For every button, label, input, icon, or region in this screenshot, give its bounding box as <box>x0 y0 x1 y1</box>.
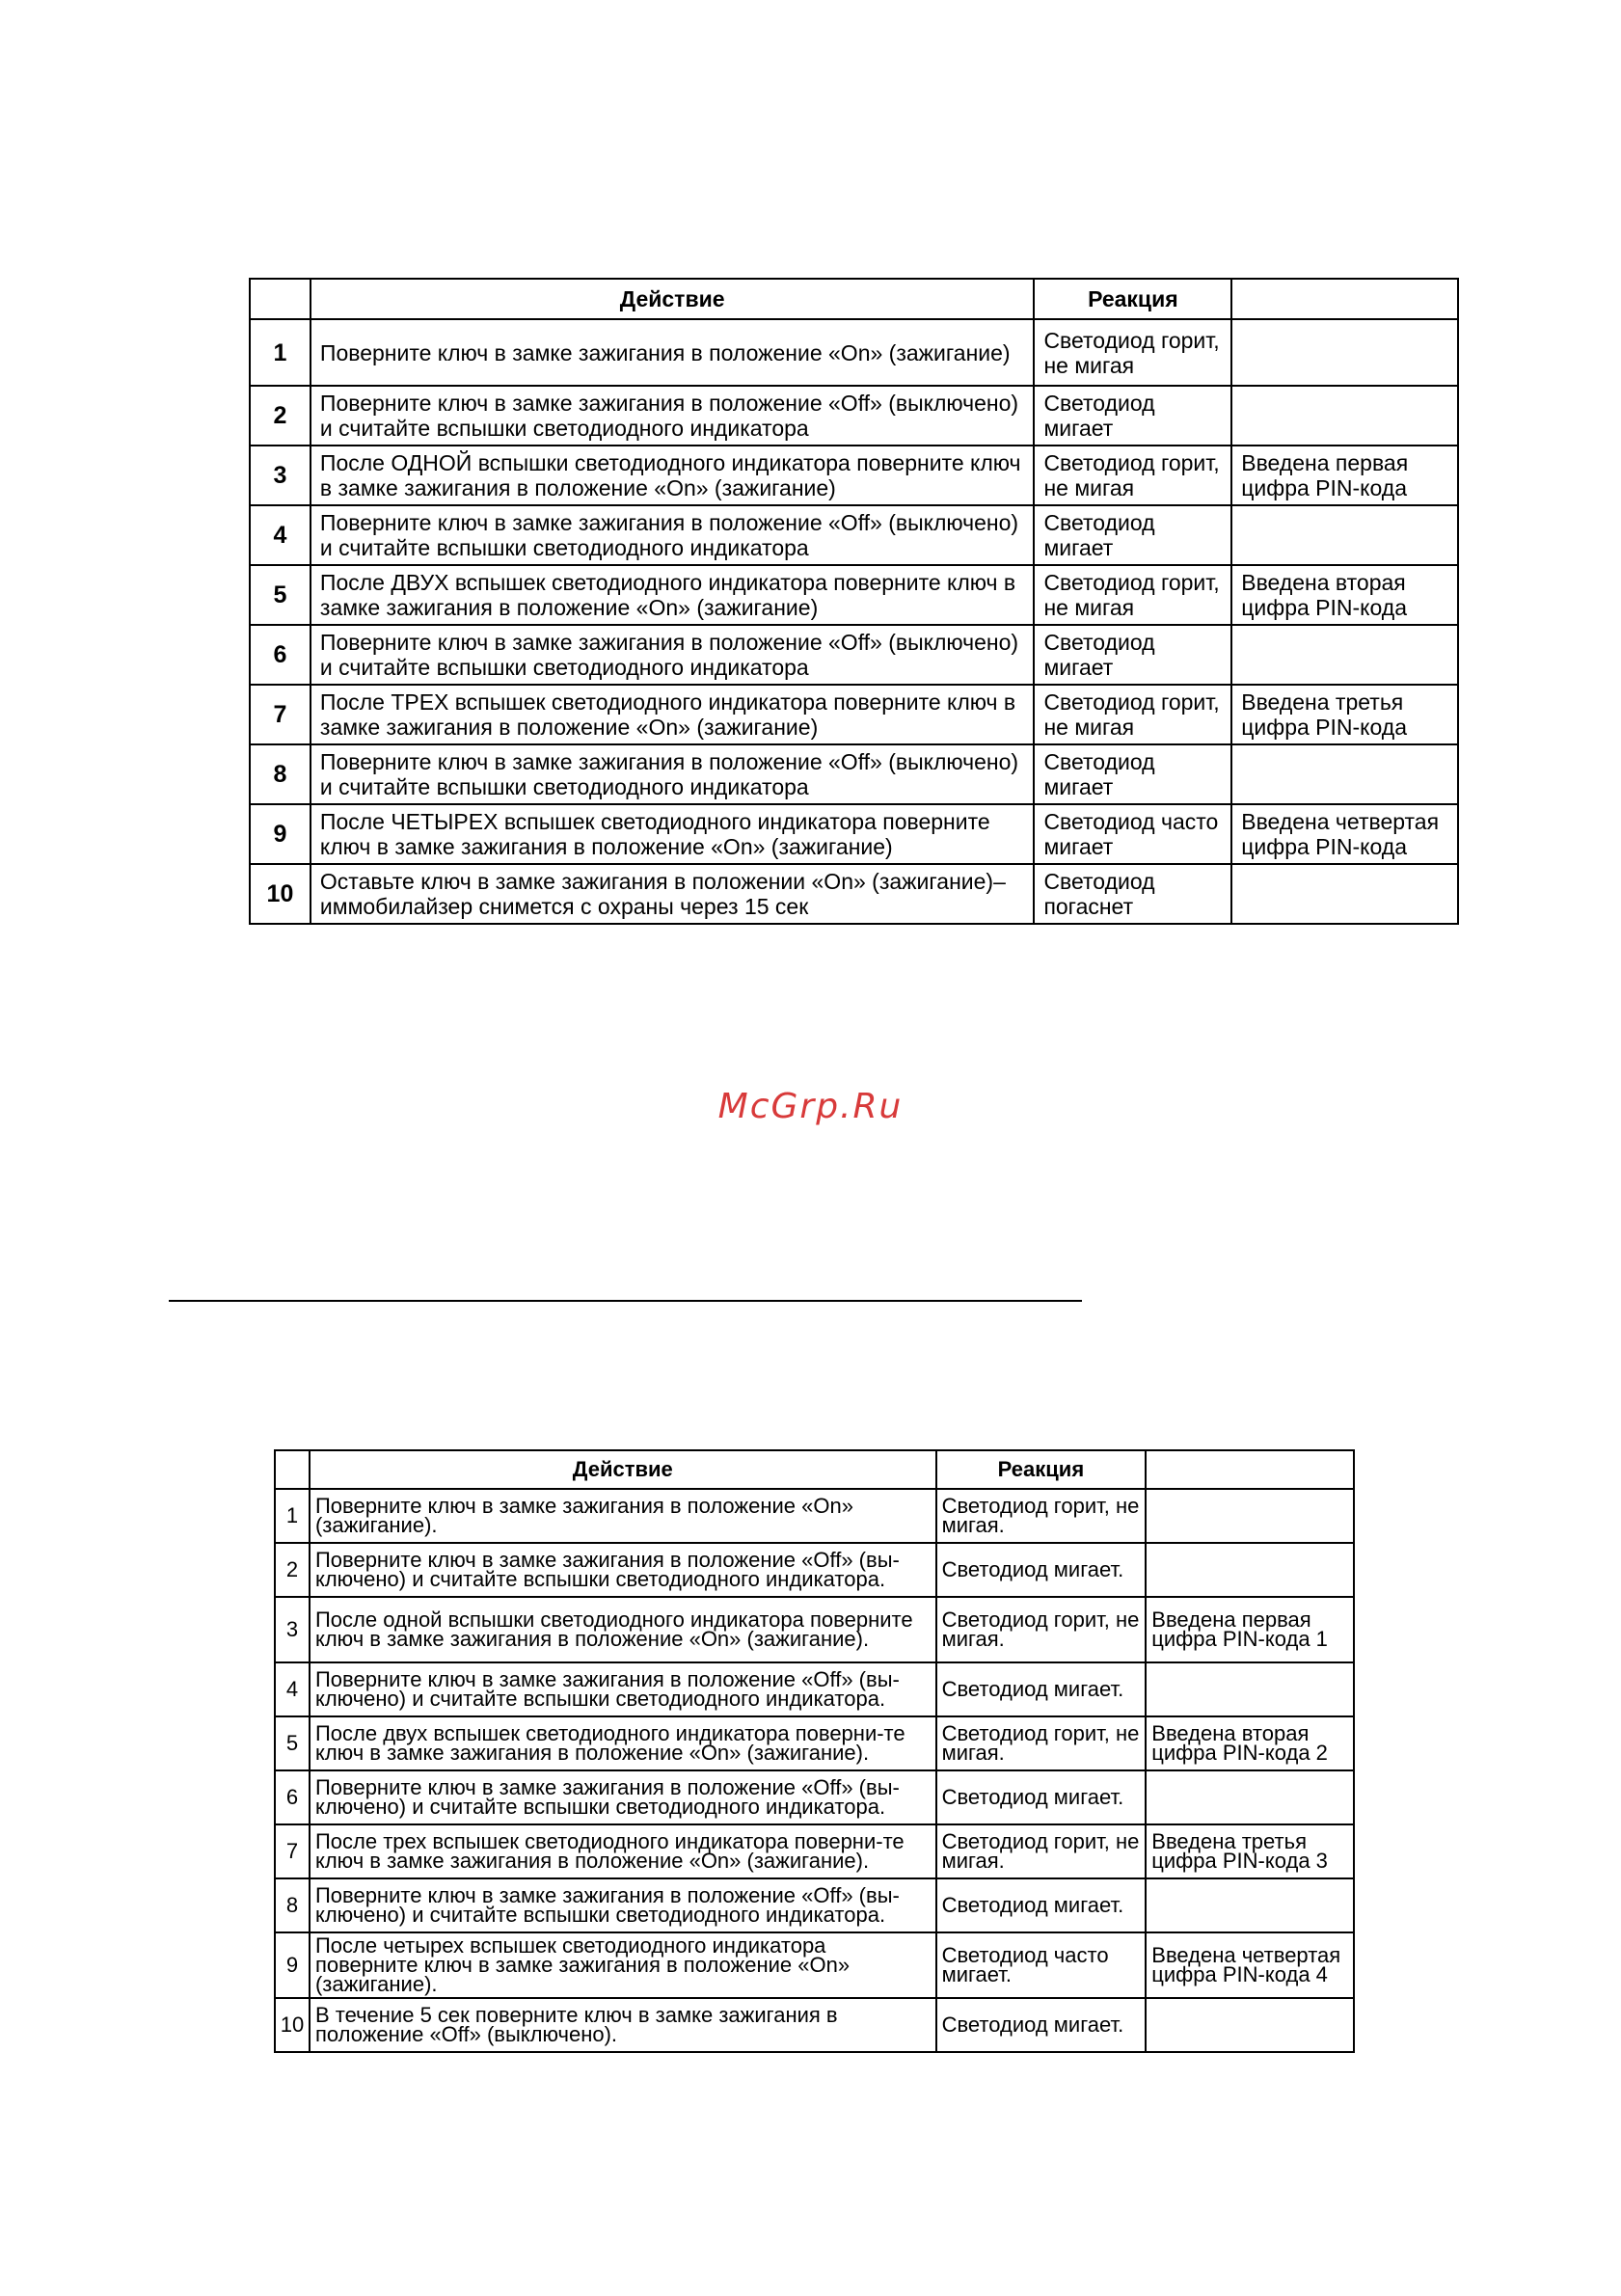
step-number: 10 <box>250 864 311 924</box>
step-reaction: Светодиод горит, не мигая <box>1034 685 1231 744</box>
table-row <box>250 625 1458 685</box>
step-note <box>1146 1489 1354 1543</box>
step-number: 8 <box>275 1878 310 1932</box>
step-action: После трех вспышек светодиодного индикатора поверни-те ключ в замке зажигания в положение «On» (зажигание). <box>310 1824 936 1878</box>
step-action: Поверните ключ в замке зажигания в положение «Off» (вы-ключено) и считайте вспышки светодиодного индикатора. <box>310 1543 936 1597</box>
step-note <box>1231 744 1458 804</box>
table-row <box>250 505 1458 565</box>
header-action: Действие <box>311 279 1035 319</box>
step-number: 10 <box>275 1998 310 2052</box>
step-action: После одной вспышки светодиодного индикатора поверните ключ в замке зажигания в положение «On» (зажигание). <box>310 1597 936 1662</box>
step-note <box>1146 1770 1354 1824</box>
step-action: Поверните ключ в замке зажигания в положение «Off» (вы-ключено) и считайте вспышки светодиодного индикатора. <box>310 1878 936 1932</box>
step-action: После ОДНОЙ вспышки светодиодного индикатора поверните ключ в замке зажигания в положение «On» (зажигание) <box>311 446 1035 505</box>
header-reaction: Реакция <box>936 1450 1147 1489</box>
step-note <box>1231 625 1458 685</box>
table-header-row <box>250 279 1458 319</box>
step-note <box>1231 505 1458 565</box>
table-row <box>250 744 1458 804</box>
pin-entry-table-2 <box>274 1449 1355 2053</box>
step-action: Поверните ключ в замке зажигания в положение «Off» (выключено) и считайте вспышки светодиодного индикатора <box>311 505 1035 565</box>
pin-entry-table-1 <box>249 278 1459 925</box>
step-number: 3 <box>275 1597 310 1662</box>
step-note: Введена первая цифра PIN-кода 1 <box>1146 1597 1354 1662</box>
step-action: Поверните ключ в замке зажигания в положение «Off» (вы-ключено) и считайте вспышки светодиодного индикатора. <box>310 1770 936 1824</box>
step-reaction: Светодиод часто мигает <box>1034 804 1231 864</box>
step-number: 9 <box>275 1932 310 1998</box>
step-number: 5 <box>250 565 311 625</box>
header-note <box>1146 1450 1354 1489</box>
step-reaction: Светодиод горит, не мигая. <box>936 1597 1147 1662</box>
table-row <box>250 685 1458 744</box>
step-note <box>1146 1662 1354 1716</box>
step-reaction: Светодиод мигает. <box>936 1543 1147 1597</box>
step-number: 1 <box>275 1489 310 1543</box>
step-note <box>1231 319 1458 386</box>
table-row <box>250 864 1458 924</box>
table-row <box>275 1998 1354 2052</box>
step-number: 2 <box>275 1543 310 1597</box>
step-action: В течение 5 сек поверните ключ в замке зажигания в положение «Off» (выключено). <box>310 1998 936 2052</box>
step-reaction: Светодиод горит, не мигая. <box>936 1824 1147 1878</box>
step-reaction: Светодиод мигает <box>1034 505 1231 565</box>
step-number: 6 <box>250 625 311 685</box>
step-note <box>1146 1878 1354 1932</box>
step-reaction: Светодиод горит, не мигая. <box>936 1716 1147 1770</box>
step-number: 2 <box>250 386 311 446</box>
watermark: McGrp.Ru <box>717 1087 904 1126</box>
step-number: 9 <box>250 804 311 864</box>
header-reaction: Реакция <box>1034 279 1231 319</box>
step-reaction: Светодиод горит, не мигая <box>1034 446 1231 505</box>
table-row <box>275 1597 1354 1662</box>
step-reaction: Светодиод погаснет <box>1034 864 1231 924</box>
step-note: Введена вторая цифра PIN-кода 2 <box>1146 1716 1354 1770</box>
table-row <box>250 565 1458 625</box>
step-number: 4 <box>275 1662 310 1716</box>
step-number: 7 <box>275 1824 310 1878</box>
step-note: Введена четвертая цифра PIN-кода <box>1231 804 1458 864</box>
step-number: 6 <box>275 1770 310 1824</box>
table-row <box>250 319 1458 386</box>
step-action: Поверните ключ в замке зажигания в положение «Off» (выключено) и считайте вспышки светодиодного индикатора <box>311 744 1035 804</box>
header-number <box>250 279 311 319</box>
step-action: После двух вспышек светодиодного индикатора поверни-те ключ в замке зажигания в положение «On» (зажигание). <box>310 1716 936 1770</box>
table-row <box>275 1878 1354 1932</box>
table-header-row <box>275 1450 1354 1489</box>
table-row <box>250 386 1458 446</box>
step-number: 4 <box>250 505 311 565</box>
step-action: После четырех вспышек светодиодного индикатора поверните ключ в замке зажигания в положение «On» (зажигание). <box>310 1932 936 1998</box>
step-number: 8 <box>250 744 311 804</box>
table-row <box>275 1489 1354 1543</box>
step-action: После ТРЕХ вспышек светодиодного индикатора поверните ключ в замке зажигания в положение «On» (зажигание) <box>311 685 1035 744</box>
step-action: Поверните ключ в замке зажигания в положение «On» (зажигание). <box>310 1489 936 1543</box>
step-reaction: Светодиод мигает. <box>936 1770 1147 1824</box>
table-row <box>250 446 1458 505</box>
step-action: После ЧЕТЫРЕХ вспышек светодиодного индикатора поверните ключ в замке зажигания в положение «On» (зажигание) <box>311 804 1035 864</box>
step-note: Введена вторая цифра PIN-кода <box>1231 565 1458 625</box>
section-divider <box>169 1300 1082 1302</box>
step-note: Введена третья цифра PIN-кода <box>1231 685 1458 744</box>
step-note: Введена четвертая цифра PIN-кода 4 <box>1146 1932 1354 1998</box>
step-note: Введена третья цифра PIN-кода 3 <box>1146 1824 1354 1878</box>
step-number: 7 <box>250 685 311 744</box>
step-reaction: Светодиод горит, не мигая <box>1034 319 1231 386</box>
step-action: Поверните ключ в замке зажигания в положение «Off» (выключено) и считайте вспышки светодиодного индикатора <box>311 386 1035 446</box>
step-reaction: Светодиод горит, не мигая. <box>936 1489 1147 1543</box>
step-reaction: Светодиод мигает. <box>936 1878 1147 1932</box>
step-reaction: Светодиод мигает <box>1034 625 1231 685</box>
table-row <box>275 1770 1354 1824</box>
header-action: Действие <box>310 1450 936 1489</box>
table-row <box>275 1932 1354 1998</box>
step-action: После ДВУХ вспышек светодиодного индикатора поверните ключ в замке зажигания в положение «On» (зажигание) <box>311 565 1035 625</box>
step-action: Оставьте ключ в замке зажигания в положении «On» (зажигание)– иммобилайзер снимется с охраны через 15 сек <box>311 864 1035 924</box>
step-reaction: Светодиод мигает. <box>936 1662 1147 1716</box>
table-row <box>275 1543 1354 1597</box>
step-note <box>1231 386 1458 446</box>
step-number: 5 <box>275 1716 310 1770</box>
step-note <box>1146 1998 1354 2052</box>
step-number: 1 <box>250 319 311 386</box>
step-reaction: Светодиод горит, не мигая <box>1034 565 1231 625</box>
header-note <box>1231 279 1458 319</box>
step-reaction: Светодиод часто мигает. <box>936 1932 1147 1998</box>
step-note <box>1146 1543 1354 1597</box>
table-row <box>250 804 1458 864</box>
step-number: 3 <box>250 446 311 505</box>
table-row <box>275 1824 1354 1878</box>
step-note: Введена первая цифра PIN-кода <box>1231 446 1458 505</box>
step-action: Поверните ключ в замке зажигания в положение «On» (зажигание) <box>311 319 1035 386</box>
step-action: Поверните ключ в замке зажигания в положение «Off» (вы-ключено) и считайте вспышки светодиодного индикатора. <box>310 1662 936 1716</box>
table-row <box>275 1716 1354 1770</box>
step-reaction: Светодиод мигает <box>1034 744 1231 804</box>
table-row <box>275 1662 1354 1716</box>
step-note <box>1231 864 1458 924</box>
step-action: Поверните ключ в замке зажигания в положение «Off» (выключено) и считайте вспышки светодиодного индикатора <box>311 625 1035 685</box>
step-reaction: Светодиод мигает <box>1034 386 1231 446</box>
step-reaction: Светодиод мигает. <box>936 1998 1147 2052</box>
header-number <box>275 1450 310 1489</box>
